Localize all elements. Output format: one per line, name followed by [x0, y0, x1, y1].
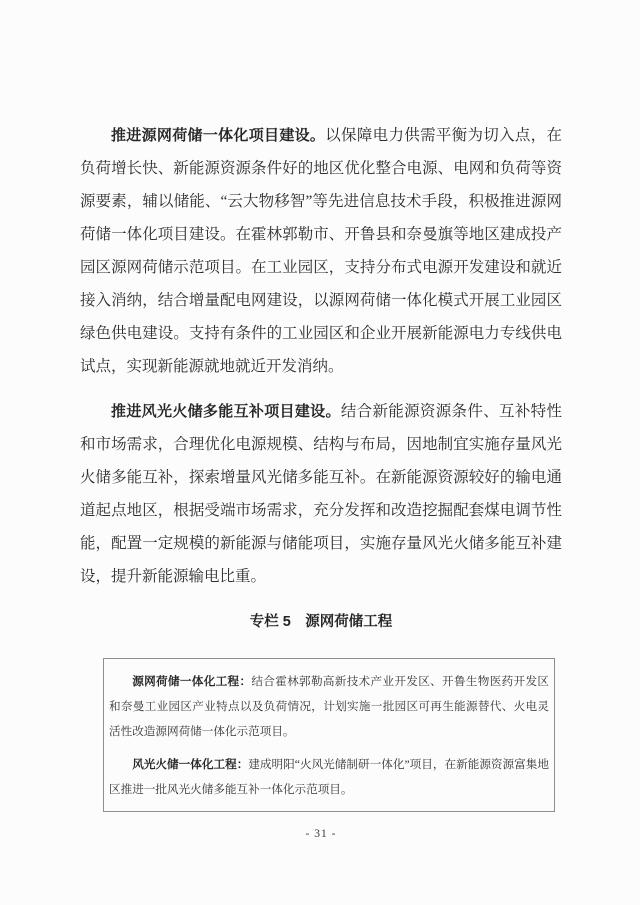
box-item-1-lead: 源网荷储一体化工程： [132, 675, 252, 688]
box-item-1 [109, 669, 549, 744]
body-paragraph-1 [80, 119, 562, 383]
page-number: - 31 - [305, 828, 337, 840]
column-box [103, 658, 555, 812]
box-item-1-text: 结合霍林郭勒高新技术产业开发区、开鲁生物医药开发区和奈曼工业园区产业特点以及负荷情况，计划实施一批园区可再生能源替代、火电灵活性改造源网荷储一体化示范项目。 [109, 675, 549, 738]
page-content [80, 119, 562, 842]
box-item-2-lead: 风光火储一体化工程： [132, 758, 249, 771]
paragraph-1-text: 以保障电力供需平衡为切入点，在负荷增长快、新能源资源条件好的地区优化整合电源、电网和负荷等资源要素，辅以储能、“云大物移智”等先进信息技术手段，积极推进源网荷储一体化项目建设。在霍林郭勒市、开鲁县和奈曼旗等地区建成投产园区源网荷储示范项目。在工业园区，支持分布式电源开发建设和就近接入消纳，结合增量配电网建设，以源网荷储一体化模式开展工业园区绿色供电建设。支持有条件的工业园区和企业开展新能源电力专线供电试点，实现新能源就地就近开发消纳。 [80, 127, 562, 375]
paragraph-2-lead: 推进风光火储多能互补项目建设。 [111, 403, 341, 420]
box-item-2-text: 建成明阳“火风光储制研一体化”项目，在新能源资源富集地区推进一批风光火储多能互补一体化示范项目。 [109, 758, 549, 796]
column-box-title: 专栏 5 源网荷储工程 [249, 614, 393, 630]
body-paragraph-2 [80, 395, 562, 593]
paragraph-1-lead: 推进源网荷储一体化项目建设。 [111, 127, 326, 144]
box-item-2 [109, 752, 549, 802]
paragraph-2-text: 结合新能源资源条件、互补特性和市场需求，合理优化电源规模、结构与布局，因地制宜实施存量风光火储多能互补，探索增量风光储多能互补。在新能源资源较好的输电通道起点地区，根据受端市场需求，充分发挥和改造挖掘配套煤电调节性能，配置一定规模的新能源与储能项目，实施存量风光火储多能互补建设，提升新能源输电比重。 [80, 403, 562, 585]
